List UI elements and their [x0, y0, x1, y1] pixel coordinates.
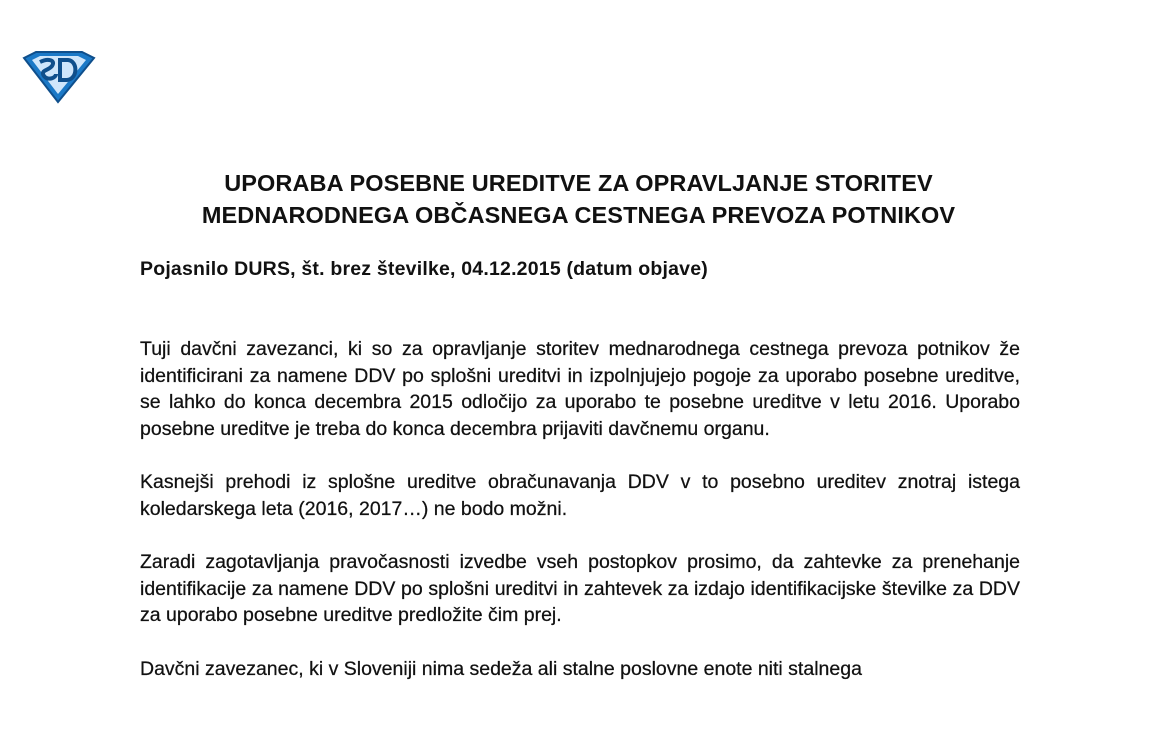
paragraph-4: Davčni zavezanec, ki v Sloveniji nima sedeža ali stalne poslovne enote niti stalnega: [140, 657, 862, 680]
document-subtitle: Pojasnilo DURS, št. brez številke, 04.12.2015 (datum objave): [140, 258, 708, 280]
title-line-2: MEDNARODNEGA OBČASNEGA CESTNEGA PREVOZA POTNIKOV: [201, 202, 956, 228]
sd-logo: [22, 50, 96, 104]
paragraph-1: Tuji davčni zavezanci, ki so za opravljanje storitev mednarodnega cestnega prevoza potnikov že identificirani za namene DDV po splošni ureditvi in izpolnjujejo pogoje za uporabo posebne ureditve, se lahko do konca decembra 2015 odločijo za uporabo te posebne ureditve v letu 2016. Uporabo posebne ureditve je treba do konca decembra prijaviti davčnemu organu.: [140, 338, 1020, 440]
paragraph-2: Kasnejši prehodi iz splošne ureditve obračunavanja DDV v to posebno ureditev znotraj istega koledarskega leta (2016, 2017…) ne bodo možni.: [140, 471, 1020, 520]
document-title: [0, 167, 1157, 231]
paragraph-3: Zaradi zagotavljanja pravočasnosti izvedbe vseh postopkov prosimo, da zahtevke za prenehanje identifikacije za namene DDV po splošni ureditvi in zahtevek za izdajo identifikacijske številke za DDV za uporabo posebne ureditve predložite čim prej.: [140, 551, 1020, 626]
title-line-1: UPORABA POSEBNE UREDITVE ZA OPRAVLJANJE STORITEV: [224, 170, 933, 196]
document-body: [140, 336, 1020, 709]
